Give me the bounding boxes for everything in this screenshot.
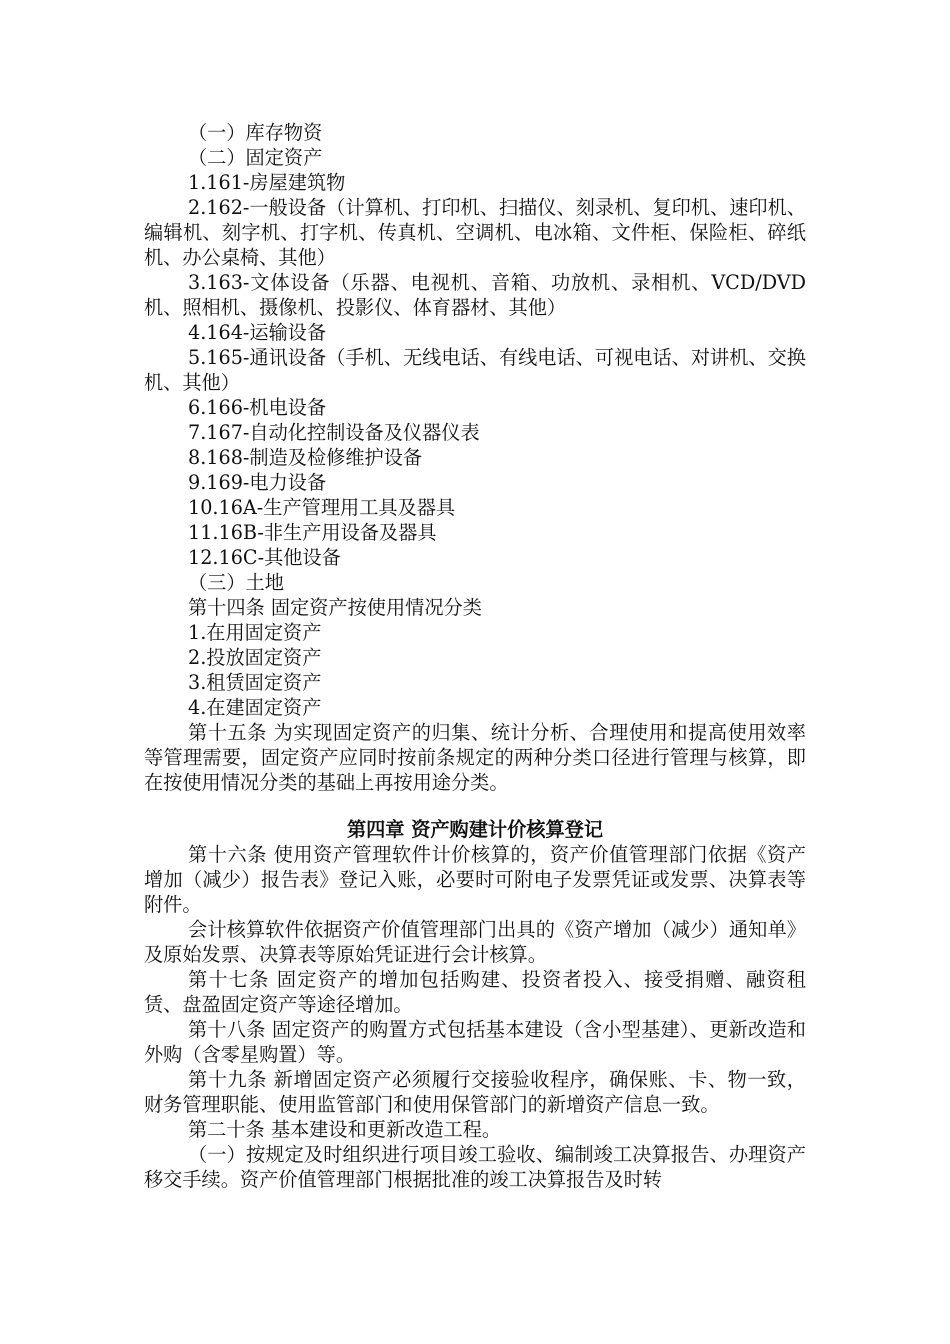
- list-item: 4.在建固定资产: [188, 696, 322, 719]
- article-20: 第二十条 基本建设和更新改造工程。: [188, 1118, 502, 1141]
- article-15: 第十五条 为实现固定资产的归集、统计分析、合理使用和提高使用效率等管理需要，固定资产应同时按前条规定的两种分类口径进行管理与核算，即在按使用情况分类的基础上再按用途分类。: [144, 721, 806, 794]
- list-item: 6.166-机电设备: [188, 396, 327, 419]
- list-item: 4.164-运输设备: [188, 321, 327, 344]
- list-item: 1.161-房屋建筑物: [188, 171, 346, 194]
- paragraph-completion: （一）按规定及时组织进行项目竣工验收、编制竣工决算报告、办理资产移交手续。资产价值管理部门根据批准的竣工决算报告及时转: [144, 1143, 806, 1191]
- article-17: 第十七条 固定资产的增加包括购建、投资者投入、接受捐赠、融资租赁、盘盈固定资产等途径增加。: [144, 968, 806, 1016]
- list-item: 11.16B-非生产用设备及器具: [188, 521, 437, 544]
- article-16: 第十六条 使用资产管理软件计价核算的，资产价值管理部门依据《资产增加（减少）报告表》登记入账，必要时可附电子发票凭证或发票、决算表等附件。: [144, 843, 806, 916]
- article-19: 第十九条 新增固定资产必须履行交接验收程序，确保账、卡、物一致，财务管理职能、使用监管部门和使用保管部门的新增资产信息一致。: [144, 1068, 806, 1116]
- paragraph-accounting: 会计核算软件依据资产价值管理部门出具的《资产增加（减少）通知单》及原始发票、决算表等原始凭证进行会计核算。: [144, 918, 806, 966]
- list-item: 3.163-文体设备（乐器、电视机、音箱、功放机、录相机、VCD/DVD机、照相机、摄像机、投影仪、体育器材、其他）: [144, 271, 806, 319]
- article-18: 第十八条 固定资产的购置方式包括基本建设（含小型基建）、更新改造和外购（含零星购置）等。: [144, 1018, 806, 1066]
- article-14: 第十四条 固定资产按使用情况分类: [188, 596, 482, 619]
- list-item: 12.16C-其他设备: [188, 546, 341, 569]
- list-item: 2.投放固定资产: [188, 646, 322, 669]
- list-item: 1.在用固定资产: [188, 621, 322, 644]
- paragraph-land: （三）土地: [188, 571, 284, 594]
- list-item: 10.16A-生产管理用工具及器具: [188, 496, 456, 519]
- document-page: [144, 120, 806, 1192]
- list-item: 8.168-制造及检修维护设备: [188, 446, 423, 469]
- list-item: 9.169-电力设备: [188, 471, 327, 494]
- chapter-heading: 第四章 资产购建计价核算登记: [346, 818, 604, 841]
- paragraph-stock: （一）库存物资: [188, 121, 323, 144]
- list-item: 7.167-自动化控制设备及仪器仪表: [188, 421, 480, 444]
- list-item: 5.165-通讯设备（手机、无线电话、有线电话、可视电话、对讲机、交换机、其他）: [144, 346, 806, 394]
- list-item: 3.租赁固定资产: [188, 671, 322, 694]
- list-item: 2.162-一般设备（计算机、打印机、扫描仪、刻录机、复印机、速印机、编辑机、刻字机、打字机、传真机、空调机、电冰箱、文件柜、保险柜、碎纸机、办公桌椅、其他）: [144, 196, 806, 269]
- paragraph-fixed-assets: （二）固定资产: [188, 146, 323, 169]
